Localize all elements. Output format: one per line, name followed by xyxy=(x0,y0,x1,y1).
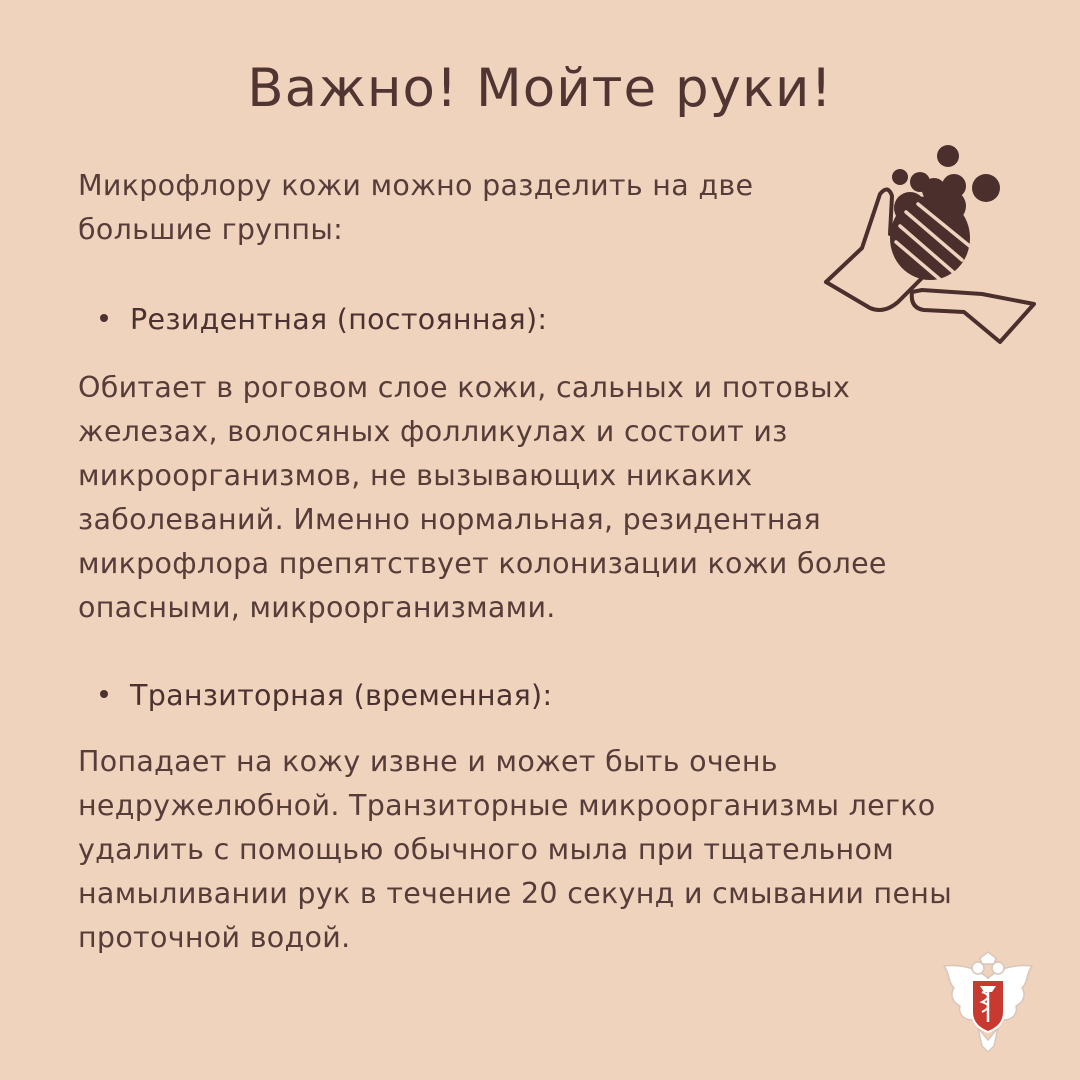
bullet-heading: Транзиторная (временная): xyxy=(130,679,553,712)
hand-washing-icon xyxy=(822,142,1042,346)
emblem-logo-icon xyxy=(938,950,1038,1054)
bullet-heading: Резидентная (постоянная): xyxy=(130,303,548,336)
bullet-dot-icon xyxy=(100,690,108,698)
resident-paragraph: Обитает в роговом слое кожи, сальных и потовых железах, волосяных фолликулах и состоит из микроорганизмов, не вызывающих никаких заболеваний. Именно нормальная, резидентная микрофлора препятствует колонизации кожи более опасными, микроорганизмами. xyxy=(78,371,887,624)
page-title: Важно! Мойте руки! xyxy=(247,58,833,119)
bullet-dot-icon xyxy=(100,314,108,322)
transient-paragraph: Попадает на кожу извне и может быть очень недружелюбной. Транзиторные микроорганизмы легко удалить с помощью обычного мыла при тщательном намыливании рук в течение 20 секунд и смывании пены проточной водой. xyxy=(78,745,953,954)
bullet-transient xyxy=(100,676,552,716)
bullet-resident xyxy=(100,300,547,340)
intro-paragraph: Микрофлору кожи можно разделить на две большие группы: xyxy=(78,169,754,246)
